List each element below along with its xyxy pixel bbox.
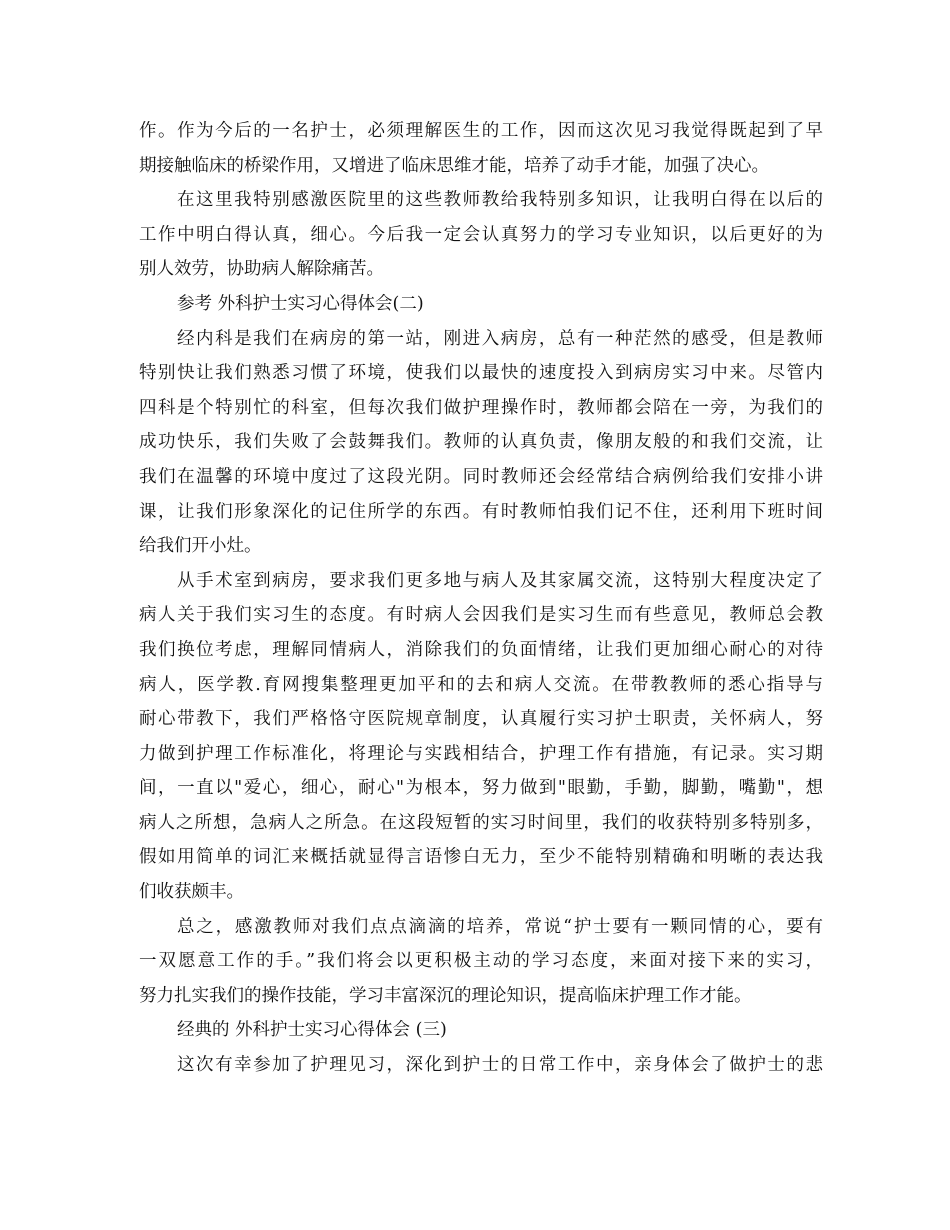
text-line: 别人效劳，协助病人解除痛苦。 bbox=[139, 259, 384, 280]
text-line: 参考 外科护士实习心得体会(二) bbox=[177, 293, 424, 314]
text-line: 耐心带教下，我们严格恪守医院规章制度，认真履行实习护士职责，关怀病人，努 bbox=[139, 709, 823, 730]
text-line: 期接触临床的桥梁作用，又增进了临床思维才能，培养了动手才能，加强了决心。 bbox=[139, 155, 769, 176]
text-line: 工作中明白得认真，细心。今后我一定会认真努力的学习专业知识，以后更好的为 bbox=[139, 224, 823, 245]
text-line: 病人关于我们实习生的态度。有时病人会因我们是实习生而有些意见，教师总会教 bbox=[139, 605, 823, 626]
text-line: 特别快让我们熟悉习惯了环境，使我们以最快的速度投入到病房实习中来。尽管内 bbox=[139, 363, 823, 384]
text-line: 经典的 外科护士实习心得体会 (三) bbox=[177, 1020, 447, 1041]
text-line: 这次有幸参加了护理见习，深化到护士的日常工作中，亲身体会了做护士的悲 bbox=[177, 1055, 823, 1076]
text-line: 假如用简单的词汇来概括就显得言语惨白无力，至少不能特别精确和明晰的表达我 bbox=[139, 847, 823, 868]
text-line: 在这里我特别感激医院里的这些教师教给我特别多知识，让我明白得在以后的 bbox=[177, 190, 823, 211]
text-line: 经内科是我们在病房的第一站，刚进入病房，总有一种茫然的感受，但是教师 bbox=[177, 328, 823, 349]
text-line: 病人，医学教.育网搜集整理更加平和的去和病人交流。在带教教师的悉心指导与 bbox=[139, 674, 823, 695]
text-line: 力做到护理工作标准化，将理论与实践相结合，护理工作有措施，有记录。实习期 bbox=[139, 743, 823, 764]
text-line: 病人之所想，急病人之所急。在这段短暂的实习时间里，我们的收获特别多特别多， bbox=[139, 812, 823, 833]
text-line: 我们在温馨的环境中度过了这段光阴。同时教师还会经常结合病例给我们安排小讲 bbox=[139, 466, 823, 487]
text-line: 间，一直以"爱心，细心，耐心"为根本，努力做到"眼勤，手勤，脚勤，嘴勤"，想 bbox=[139, 778, 823, 799]
text-line: 努力扎实我们的操作技能，学习丰富深沉的理论知识，提高临床护理工作才能。 bbox=[139, 985, 752, 1006]
text-line: 作。作为今后的一名护士，必须理解医生的工作，因而这次见习我觉得既起到了早 bbox=[139, 121, 823, 141]
text-line: 给我们开小灶。 bbox=[139, 536, 262, 557]
text-line: 我们换位考虑，理解同情病人，消除我们的负面情绪，让我们更加细心耐心的对待 bbox=[139, 639, 823, 660]
text-line: 从手术室到病房，要求我们更多地与病人及其家属交流，这特别大程度决定了 bbox=[177, 570, 823, 591]
text-line: 成功快乐，我们失败了会鼓舞我们。教师的认真负责，像朋友般的和我们交流，让 bbox=[139, 432, 823, 453]
document-body bbox=[139, 114, 823, 1083]
text-line: 总之，感激教师对我们点点滴滴的培养，常说“护士要有一颗同情的心，要有 bbox=[177, 916, 823, 937]
text-line: 一双愿意工作的手。”我们将会以更积极主动的学习态度，来面对接下来的实习， bbox=[139, 951, 823, 972]
text-line: 们收获颇丰。 bbox=[139, 882, 244, 903]
text-line: 课，让我们形象深化的记住所学的东西。有时教师怕我们记不住，还利用下班时间 bbox=[139, 501, 823, 522]
text-line: 四科是个特别忙的科室，但每次我们做护理操作时，教师都会陪在一旁，为我们的 bbox=[139, 397, 823, 418]
